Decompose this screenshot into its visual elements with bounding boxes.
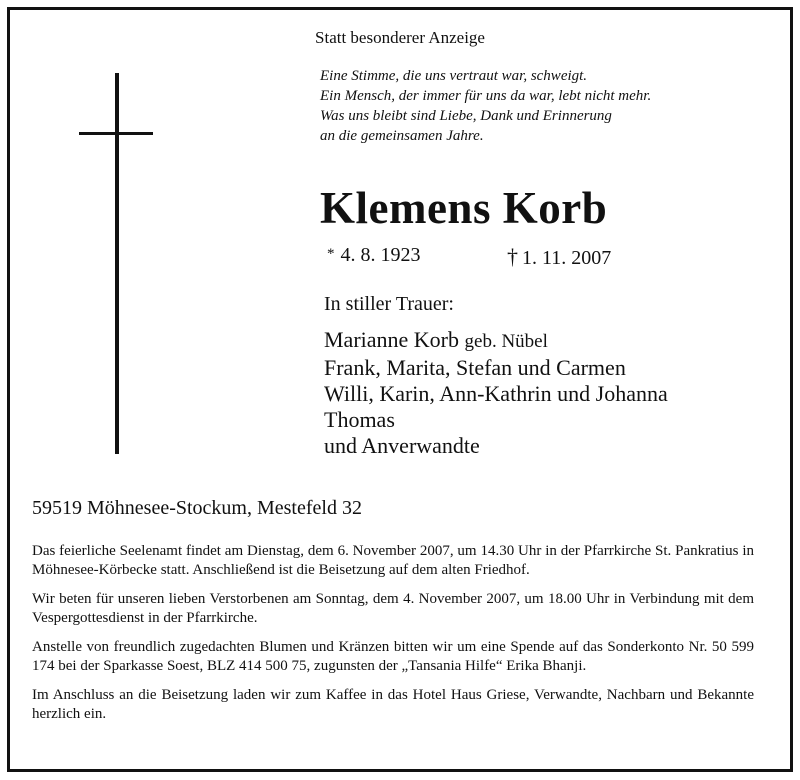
death-dagger-icon: †: [507, 244, 518, 269]
mourner-line: Frank, Marita, Stefan und Carmen: [324, 355, 626, 380]
death-date: 1. 11. 2007: [522, 247, 612, 269]
deceased-name: Klemens Korb: [320, 183, 608, 233]
mourner-line: und Anverwandte: [324, 433, 480, 458]
birth-date: 4. 8. 1923: [340, 244, 421, 266]
poem-line: Ein Mensch, der immer für uns da war, lebt nicht mehr.: [320, 88, 652, 104]
obituary-notice: [7, 7, 793, 772]
poem-line: Eine Stimme, die uns vertraut war, schweigt.: [320, 68, 588, 84]
cross-horizontal-bar: [79, 132, 153, 135]
family-address: 59519 Möhnesee-Stockum, Mestefeld 32: [32, 497, 362, 519]
notice-paragraph: Das feierliche Seelenamt findet am Dienstag, dem 6. November 2007, um 14.30 Uhr in der Pfarrkirche St. Pankratius in Möhnesee-Körbecke statt. Anschließend ist die Beisetzung auf dem alten Friedhof.: [32, 543, 754, 578]
mourner-line: [324, 327, 668, 355]
mourner-line: Thomas: [324, 407, 395, 432]
mourner-name: Marianne Korb: [324, 327, 460, 352]
poem: [320, 66, 651, 146]
mourning-label: In stiller Trauer:: [324, 293, 454, 315]
notices: [32, 542, 754, 734]
notice-paragraph: Im Anschluss an die Beisetzung laden wir zum Kaffee in das Hotel Haus Griese, Verwandte, Nachbarn und Bekannte herzlich ein.: [32, 687, 754, 722]
notice-paragraph: Wir beten für unseren lieben Verstorbenen am Sonntag, dem 4. November 2007, um 18.00 Uhr in Verbindung mit dem Vespergottesdienst in der Pfarrkirche.: [32, 591, 754, 626]
header-note: Statt besonderer Anzeige: [315, 28, 485, 47]
death-date-group: [507, 244, 611, 270]
mourner-line: Willi, Karin, Ann-Kathrin und Johanna: [324, 381, 668, 406]
birth-date-group: [327, 244, 421, 267]
notice-paragraph: Anstelle von freundlich zugedachten Blumen und Kränzen bitten wir um eine Spende auf das Sonderkonto Nr. 50 599 174 bei der Sparkasse Soest, BLZ 414 500 75, zugunsten der „Tansania Hilfe“ Erika Bhanji.: [32, 639, 754, 674]
poem-line: an die gemeinsamen Jahre.: [320, 128, 484, 144]
poem-line: Was uns bleibt sind Liebe, Dank und Erinnerung: [320, 108, 612, 124]
birth-star-icon: *: [327, 246, 335, 262]
mourner-maiden-name: geb. Nübel: [464, 331, 548, 352]
mourners-list: [324, 327, 668, 459]
cross-vertical-bar: [115, 73, 119, 454]
